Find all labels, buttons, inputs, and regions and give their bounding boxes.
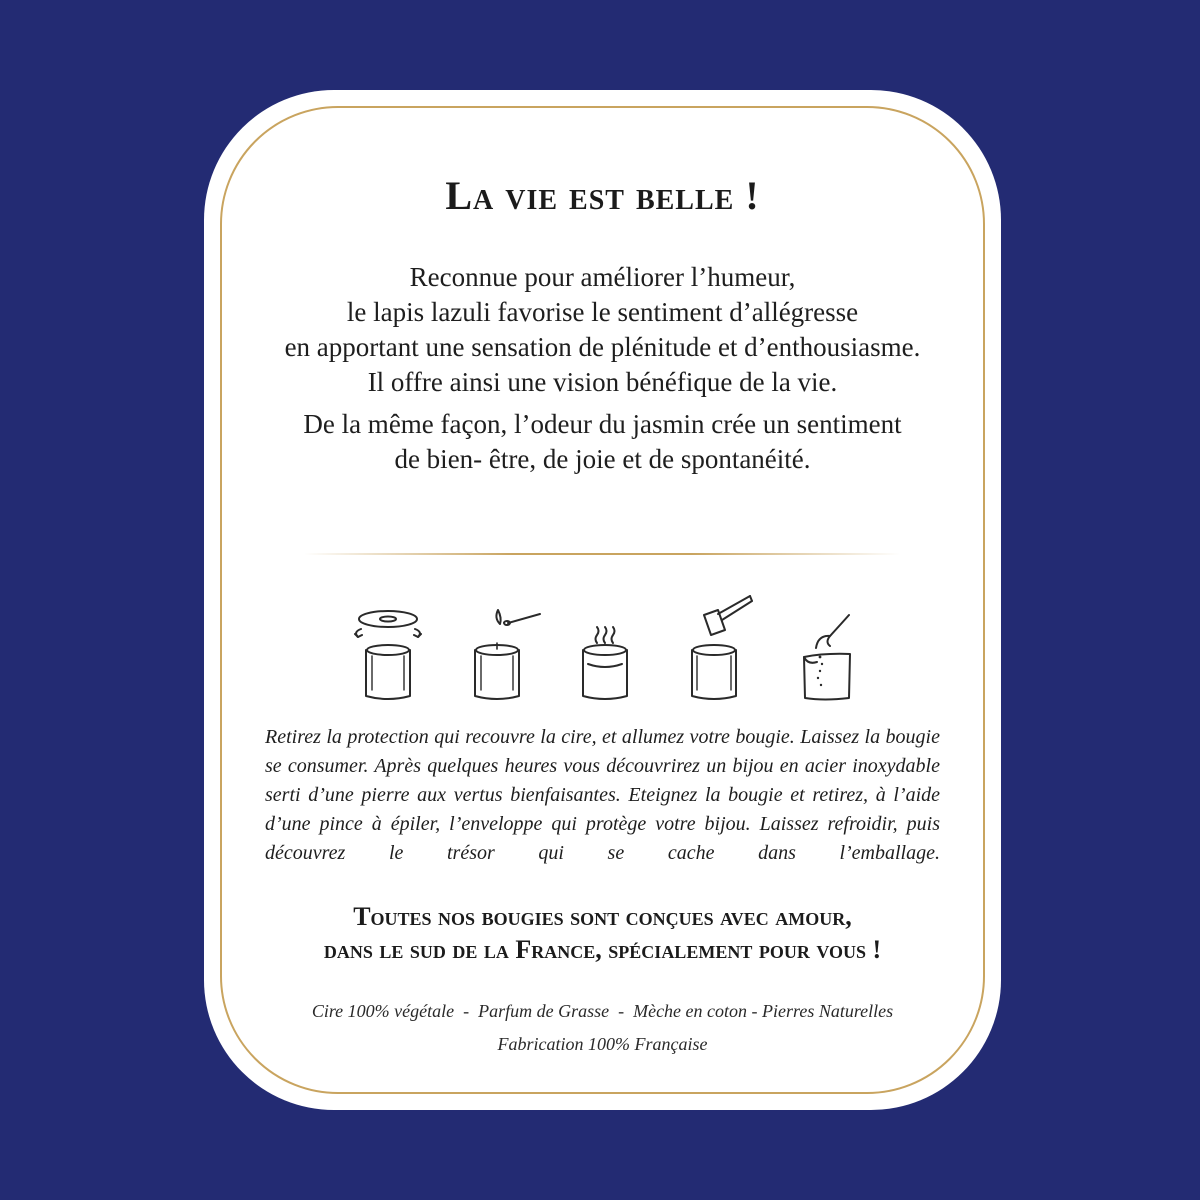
features xyxy=(204,995,1001,1061)
intro-line: en apportant une sensation de plénitude et d’enthousiasme. xyxy=(284,332,921,362)
slogan-line: dans le sud de la France, spécialement pour vous ! xyxy=(323,935,882,964)
intro-text xyxy=(234,260,971,477)
info-card xyxy=(204,90,1001,1110)
intro-line: Il offre ainsi une vision bénéfique de la vie. xyxy=(367,367,838,397)
instructions-text: Retirez la protection qui recouvre la cire, et allumez votre bougie. Laissez la bougie se consumer. Après quelques heures vous découvrirez un bijou en acier inoxydable serti d’une pierre aux vertus bienfaisantes. Eteignez la bougie et retirez, à l’aide d’une pince à épiler, l’enveloppe qui protège votre bijou. Laissez refroidir, puis découvrez le trésor qui se cache dans l’emballage. xyxy=(265,726,940,864)
features-line: Cire 100% végétale - Parfum de Grasse - Mèche en coton - Pierres Naturelles xyxy=(311,1001,894,1021)
intro-line: de bien- être, de joie et de spontanéité. xyxy=(394,444,811,474)
page-title: La vie est belle ! xyxy=(445,173,760,218)
intro-line: De la même façon, l’odeur du jasmin crée un sentiment xyxy=(303,409,902,439)
gold-divider xyxy=(304,553,900,555)
intro-line: Reconnue pour améliorer l’humeur, xyxy=(409,262,796,292)
intro-line: le lapis lazuli favorise le sentiment d’allégresse xyxy=(346,297,859,327)
slogan-line: Toutes nos bougies sont conçues avec amour, xyxy=(353,902,852,931)
features-line: Fabrication 100% Française xyxy=(497,1034,708,1054)
slogan xyxy=(204,900,1001,966)
